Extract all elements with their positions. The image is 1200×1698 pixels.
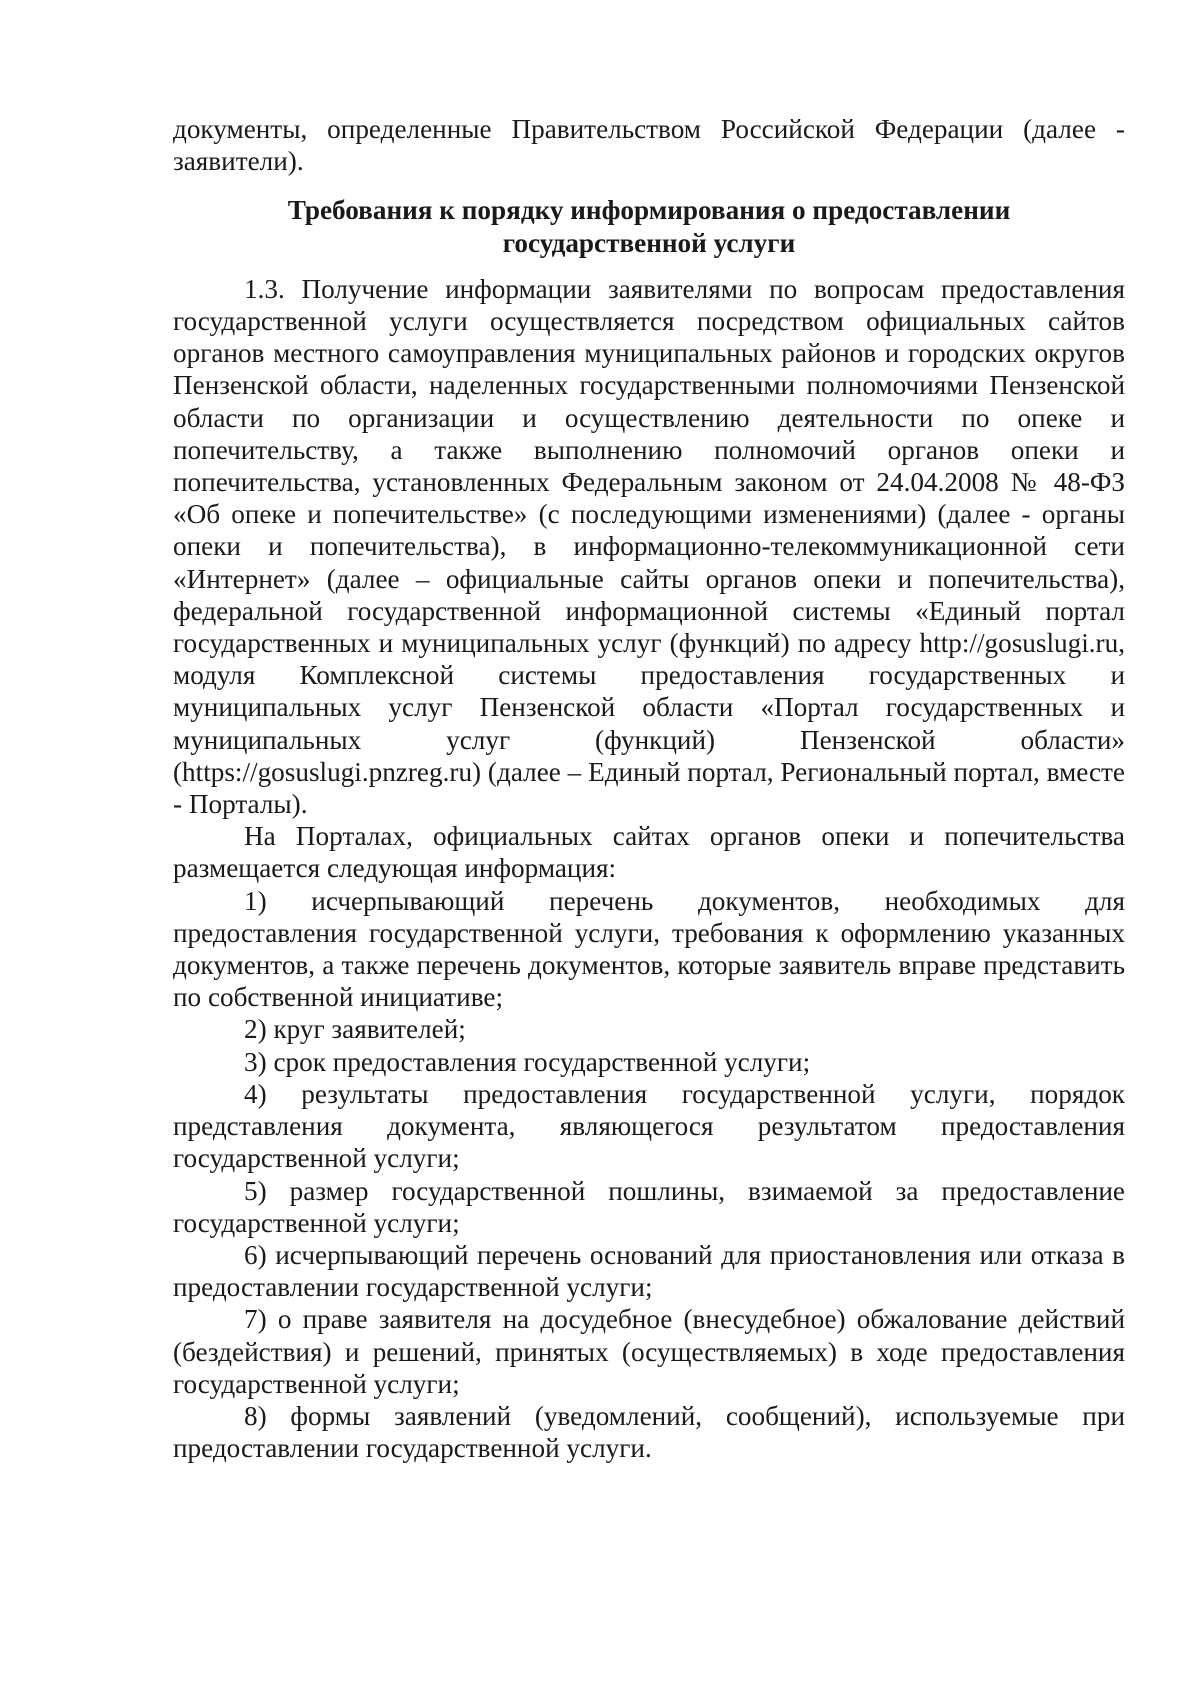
- list-item: 7) о праве заявителя на досудебное (внесудебное) обжалование действий (бездействия) и решений, принятых (осуществляемых) в ходе предоставления государственной услуги;: [173, 1304, 1125, 1399]
- list-item: 4) результаты предоставления государственной услуги, порядок представления документа, являющегося результатом предоставления государственной услуги;: [173, 1078, 1125, 1174]
- section-heading-line-1: Требования к порядку информирования о предоставлении: [287, 195, 1011, 226]
- list-item: 1) исчерпывающий перечень документов, необходимых для предоставления государственной услуги, требования к оформлению указанных документов, а также перечень документов, которые заявитель вправе представить по собственной инициативе;: [173, 885, 1125, 1013]
- list-item: 3) срок предоставления государственной услуги;: [244, 1046, 811, 1077]
- list-item: 8) формы заявлений (уведомлений, сообщений), используемые при предоставлении государственной услуги.: [173, 1400, 1125, 1464]
- paragraph-1-3: 1.3. Получение информации заявителями по вопросам предоставления государственной услуги осуществляется посредством официальных сайтов органов местного самоуправления муниципальных районов и городских округов Пензенской области, наделенных государственными полномочиями Пензенской области по организации и осуществлению деятельности по опеке и попечительству, а также выполнению полномочий органов опеки и попечительства, установленных Федеральным законом от 24.04.2008 № 48-ФЗ «Об опеке и попечительстве» (с последующими изменениями) (далее - органы опеки и попечительства), в информационно-телекоммуникационной сети «Интернет» (далее – официальные сайты органов опеки и попечительства), федеральной государственной информационной системы «Единый портал государственных и муниципальных услуг (функций) по адресу http://gosuslugi.ru, модуля Комплексной системы предоставления государственных и муниципальных услуг Пензенской области «Портал государственных и муниципальных услуг (функций) Пензенской области» (https://gosuslugi.pnzreg.ru) (далее – Единый портал, Региональный портал, вместе - Порталы).: [173, 273, 1125, 820]
- section-heading: [173, 194, 1125, 258]
- section-heading-line-2: государственной услуги: [502, 227, 796, 258]
- list-item: 6) исчерпывающий перечень оснований для приостановления или отказа в предоставлении государственной услуги;: [173, 1239, 1125, 1303]
- paragraph-portals-info: На Порталах, официальных сайтах органов опеки и попечительства размещается следующая информация:: [173, 821, 1125, 884]
- intro-paragraph: документы, определенные Правительством Российской Федерации (далее - заявители).: [173, 114, 1125, 177]
- document-page: [173, 113, 1125, 1464]
- list-item: 2) круг заявителей;: [244, 1014, 466, 1045]
- list-item: 5) размер государственной пошлины, взимаемой за предоставление государственной услуги;: [173, 1175, 1125, 1238]
